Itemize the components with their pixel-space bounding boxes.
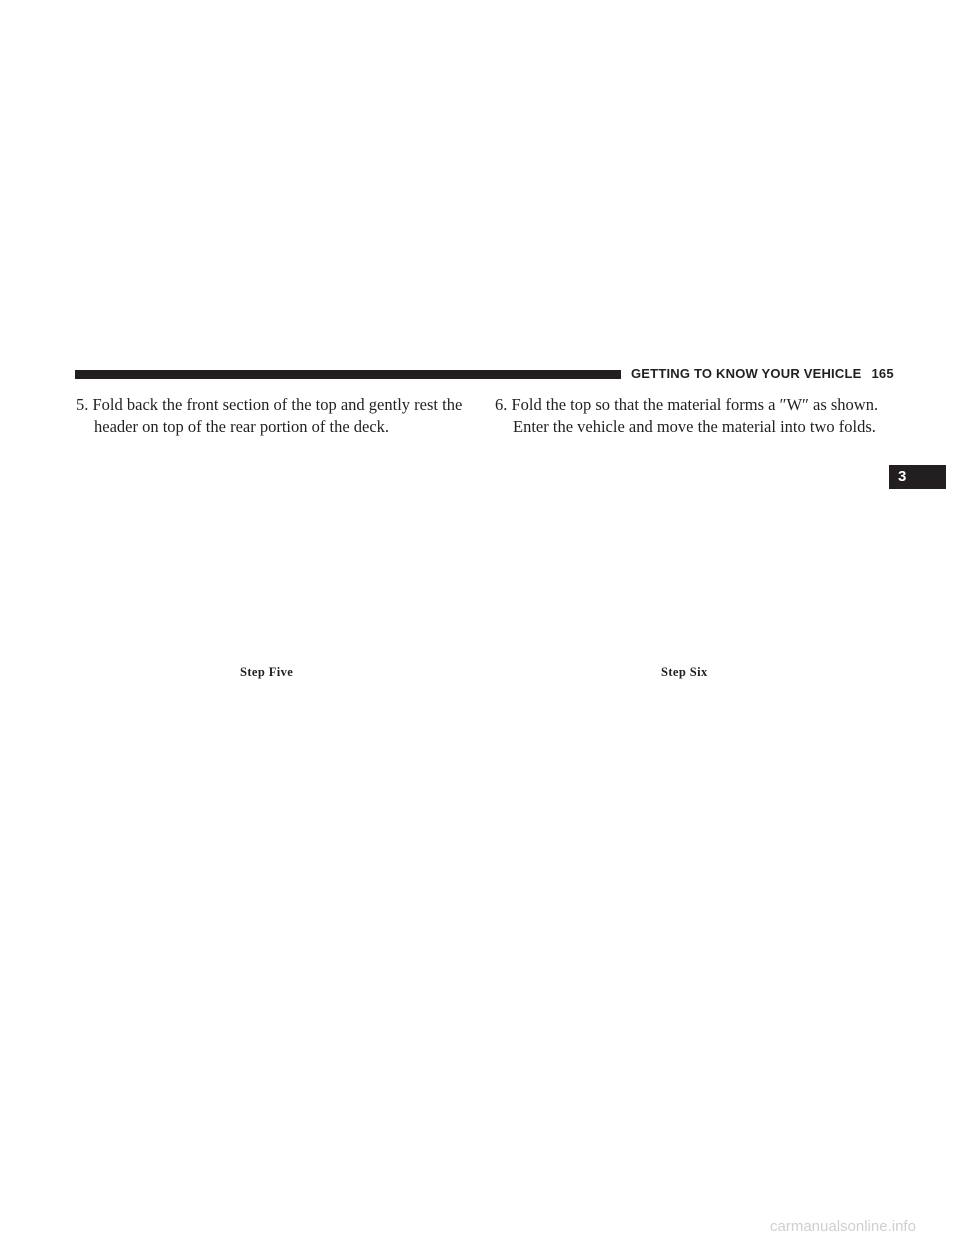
header-rule — [75, 370, 621, 379]
step-five-figure — [80, 440, 470, 655]
step-five-caption: Step Five — [240, 665, 294, 679]
step-six-number: 6. — [495, 395, 508, 414]
running-header — [631, 366, 894, 382]
step-five-line1 — [76, 394, 476, 416]
step-five-number: 5. — [76, 395, 89, 414]
page-number: 165 — [871, 366, 894, 381]
step-six-line1 — [495, 394, 895, 416]
step-six-caption: Step Six — [661, 665, 708, 679]
chapter-tab[interactable]: 3 — [889, 465, 946, 489]
step-six-text-1: Fold the top so that the material forms a ″W″ as shown. — [511, 395, 879, 414]
step-five-text-1: Fold back the front section of the top and gently rest the — [92, 395, 463, 414]
step-five-instruction — [76, 394, 476, 438]
watermark: carmanualsonline.info — [770, 1218, 916, 1235]
step-five-line2: header on top of the rear portion of the deck. — [94, 417, 390, 436]
step-six-figure — [500, 440, 890, 655]
section-title: GETTING TO KNOW YOUR VEHICLE — [631, 366, 862, 381]
step-six-instruction — [495, 394, 895, 438]
step-six-line2: Enter the vehicle and move the material into two folds. — [513, 417, 876, 436]
